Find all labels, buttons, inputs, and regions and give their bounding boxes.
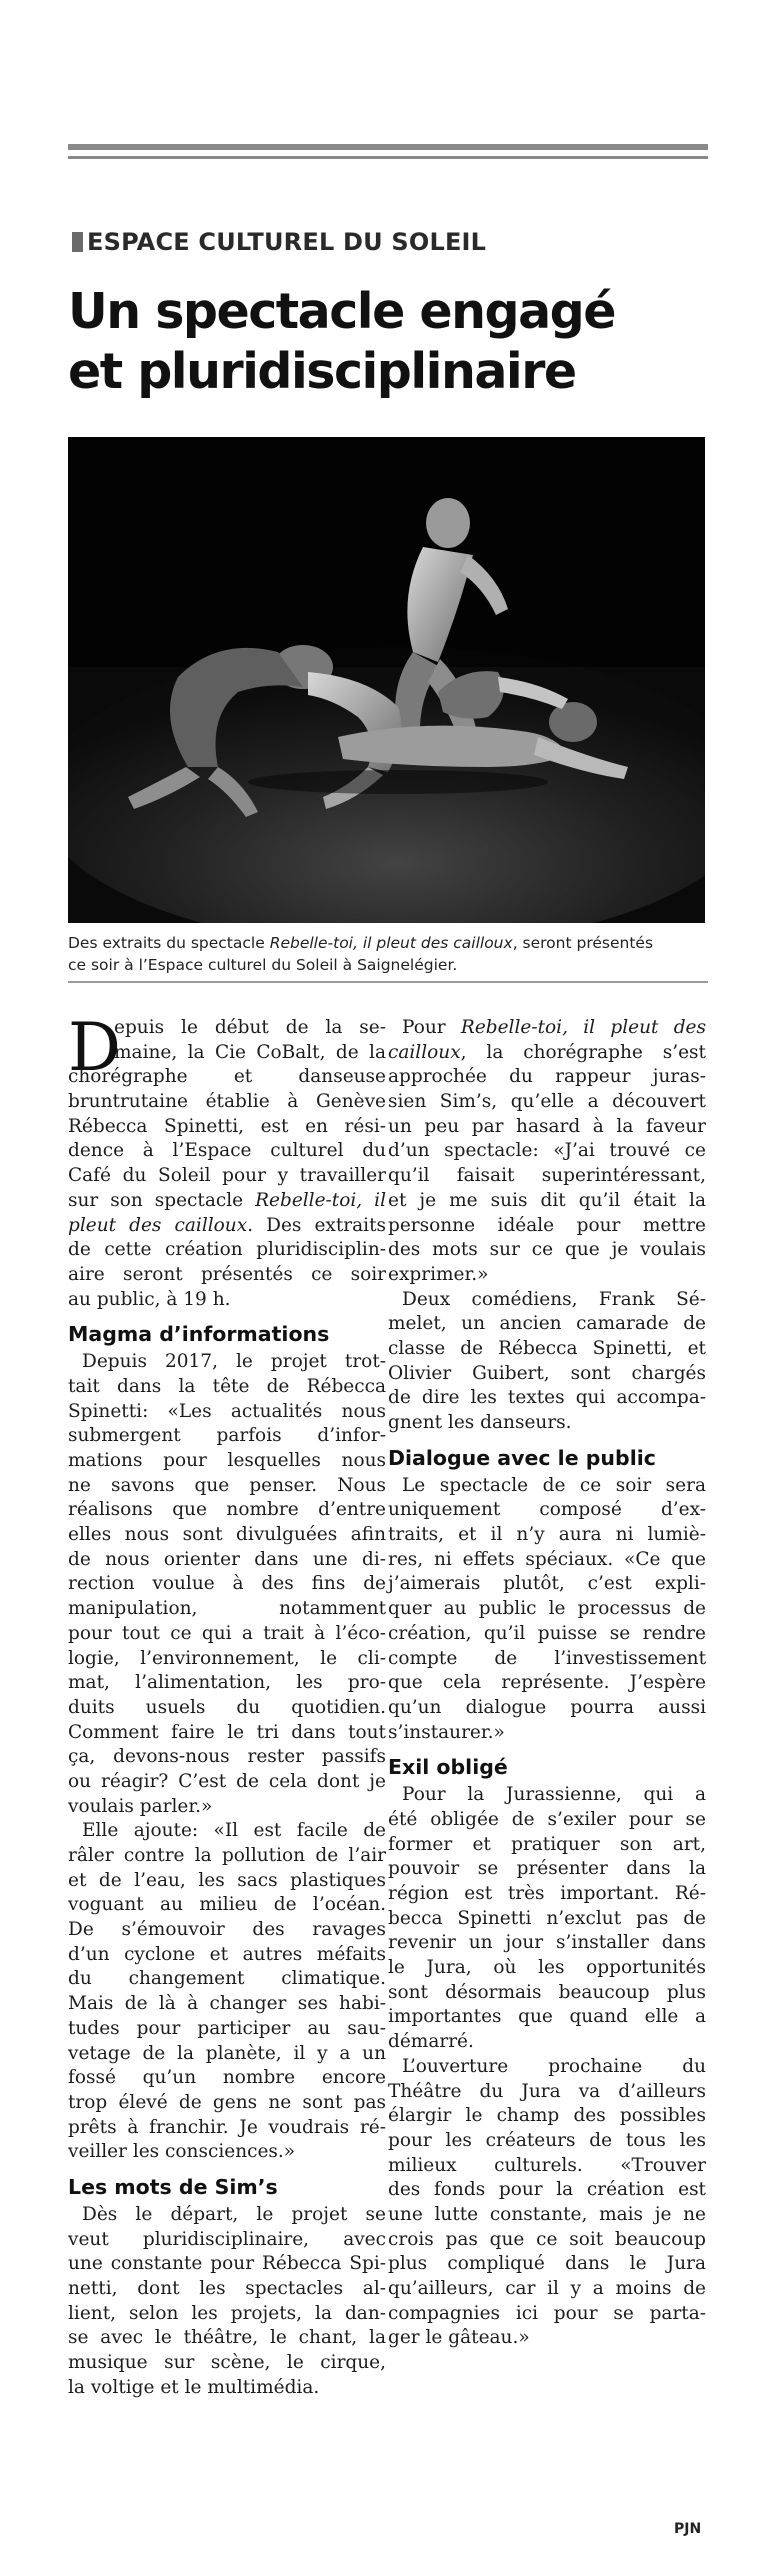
- text-line: s’instaurer.»: [388, 1721, 505, 1743]
- text-line: râler contre la pollution de l’air: [68, 1845, 386, 1866]
- text-line: voulais parler.»: [68, 1795, 213, 1817]
- text-line: crois pas que ce soit beaucoup: [388, 2228, 706, 2250]
- text-line: Le spectacle de ce soir sera: [402, 1474, 706, 1496]
- text-line: Pour Rebelle-toi, il pleut des: [402, 1017, 706, 1038]
- text-line: été obligée de s’exiler pour se: [388, 1808, 706, 1830]
- text-line: qu’un dialogue pourra aussi: [388, 1696, 706, 1718]
- text-line: trop élevé de gens ne sont pas: [68, 2091, 386, 2113]
- text-line: L’ouverture prochaine du: [402, 2055, 706, 2077]
- text-line: une lutte constante, mais je ne: [388, 2203, 706, 2225]
- text-line: des mots sur ce que je voulais: [388, 1239, 706, 1261]
- text-line: se avec le théâtre, le chant, la: [68, 2327, 386, 2349]
- text-line: qu’il faisait superintéressant,: [388, 1165, 706, 1187]
- text-line: compte de l’investissement: [388, 1647, 706, 1669]
- text-line: région est très important. Ré-: [388, 1883, 706, 1904]
- right-column: [388, 1016, 706, 2351]
- text-line: Olivier Guibert, sont chargés: [388, 1362, 706, 1384]
- text-line: pour les créateurs de tous les: [388, 2129, 706, 2151]
- text-line: becca Spinetti n’exclut pas de: [388, 1907, 706, 1929]
- text-line: milieux culturels. «Trouver: [388, 2154, 706, 2176]
- text-line: Rébecca Spinetti, est en rési-: [68, 1115, 386, 1137]
- text-line: elles nous sont divulguées afin: [68, 1524, 386, 1546]
- text-line: au public, à 19 h.: [68, 1288, 231, 1310]
- text-line: Deux comédiens, Frank Sé-: [402, 1288, 706, 1310]
- text-line: musique sur scène, le cirque,: [68, 2352, 386, 2374]
- text-line: de cette création pluridisciplin-: [68, 1239, 386, 1261]
- text-line: aire seront présentés ce soir: [68, 1263, 386, 1285]
- text-line: veut pluridisciplinaire, avec: [68, 2228, 386, 2250]
- text-line: de dire les textes qui accompa-: [388, 1387, 706, 1409]
- text-line: classe de Rébecca Spinetti, et: [388, 1337, 706, 1359]
- caption-suffix: , seront présentés: [512, 934, 654, 952]
- text-line: veiller les consciences.»: [68, 2141, 296, 2163]
- section-exil-body: [388, 1783, 706, 2351]
- text-line: sien Sim’s, qu’elle a découvert: [388, 1091, 706, 1113]
- text-line: Comment faire le tri dans tout: [68, 1721, 386, 1743]
- left-column: [68, 1009, 386, 2400]
- text-line: tudes pour participer au sau-: [68, 2017, 386, 2039]
- article-headline: [68, 282, 708, 402]
- text-line: personne idéale pour mettre: [388, 1214, 706, 1236]
- text-line: réalisons que nombre d’entre: [68, 1499, 386, 1521]
- text-line: epuis le début de la se-: [114, 1017, 386, 1038]
- text-line: uniquement composé d’ex-: [388, 1499, 706, 1521]
- text-line: Spinetti: «Les actualités nous: [68, 1400, 386, 1422]
- top-rule-thin: [68, 156, 708, 159]
- text-line: pouvoir se présenter dans la: [388, 1858, 706, 1880]
- top-rule-thick: [68, 144, 708, 150]
- text-line: gnent les danseurs.: [388, 1412, 572, 1433]
- text-line: netti, dont les spectacles al-: [68, 2278, 386, 2299]
- headline-line-1: Un spectacle engagé: [68, 283, 615, 340]
- text-line: une constante pour Rébecca Spi-: [68, 2253, 386, 2275]
- text-line: qu’ailleurs, car il y a moins de: [388, 2278, 706, 2299]
- photo-caption: [68, 932, 708, 976]
- text-line: ça, devons-nous rester passifs: [68, 1746, 386, 1768]
- text-line: et je me suis dit qu’il était la: [388, 1189, 706, 1211]
- kicker-square-icon: [72, 232, 83, 252]
- text-line: le Jura, où les opportunités: [388, 1957, 706, 1979]
- text-line: melet, un ancien camarade de: [388, 1313, 706, 1335]
- text-line: démarré.: [388, 2031, 474, 2053]
- text-line: que cela représente. J’espère: [388, 1672, 706, 1694]
- text-line: tait dans la tête de Rébecca: [68, 1375, 386, 1397]
- text-line: lient, selon les projets, la dan-: [68, 2302, 386, 2324]
- text-line: et de l’eau, les sacs plastiques: [68, 1869, 386, 1891]
- text-line: Pour la Jurassienne, qui a: [402, 1784, 706, 1806]
- text-line: importantes que quand elle a: [388, 2006, 706, 2028]
- subhead-exil: Exil obligé: [388, 1755, 508, 1780]
- text-line: pour tout ce qui a trait à l’éco-: [68, 1622, 386, 1644]
- text-line: ne savons que penser. Nous: [68, 1474, 386, 1496]
- text-line: un peu par hasard à la faveur: [388, 1115, 706, 1137]
- text-line: manipulation, notamment: [68, 1598, 386, 1620]
- text-line: voguant au milieu de l’océan.: [68, 1894, 386, 1916]
- kicker-text: ESPACE CULTUREL DU SOLEIL: [87, 228, 487, 256]
- text-line: d’un spectacle: «J’ai trouvé ce: [388, 1140, 706, 1162]
- text-line: sur son spectacle Rebelle-toi, il: [68, 1189, 386, 1211]
- text-line: ou réagir? C’est de cela dont je: [68, 1770, 386, 1792]
- text-line: bruntrutaine établie à Genève: [68, 1091, 386, 1113]
- text-line: pleut des cailloux. Des extraits: [68, 1214, 386, 1236]
- text-line: du changement climatique.: [68, 1968, 386, 1990]
- text-line: prêts à franchir. Je voudrais ré-: [68, 2116, 386, 2138]
- text-line: d’un cyclone et autres méfaits: [68, 1943, 386, 1965]
- text-line: plus compliqué dans le Jura: [388, 2253, 706, 2275]
- article-photo: [68, 437, 705, 923]
- text-line: fossé qu’un nombre encore: [68, 2067, 386, 2089]
- text-line: mat, l’alimentation, les pro-: [68, 1672, 386, 1694]
- text-line: res, ni effets spéciaux. «Ce que: [388, 1548, 706, 1570]
- text-line: duits usuels du quotidien.: [68, 1696, 386, 1718]
- caption-rule: [68, 981, 708, 983]
- text-line: revenir un jour s’installer dans: [388, 1932, 706, 1954]
- text-line: traits, et il n’y aura ni lumiè-: [388, 1524, 706, 1546]
- text-line: Depuis 2017, le projet trot-: [82, 1351, 386, 1373]
- section-kicker: [72, 228, 486, 256]
- caption-show-title: Rebelle-toi, il pleut des cailloux: [269, 934, 513, 952]
- section-dialogue-body: [388, 1474, 706, 1746]
- author-signature: PJN: [674, 2521, 702, 2537]
- text-line: submergent parfois d’infor-: [68, 1425, 386, 1447]
- intro-paragraph: [68, 1009, 386, 1312]
- caption-line-2: ce soir à l’Espace culturel du Soleil à Saignelégier.: [68, 956, 458, 974]
- subhead-mots-sims: Les mots de Sim’s: [68, 2174, 278, 2199]
- drop-cap: D: [68, 1009, 121, 1086]
- text-line: sont désormais beaucoup plus: [388, 1981, 706, 2003]
- text-line: vetage de la planète, il y a un: [68, 2042, 386, 2064]
- text-line: rection voulue à des fins de: [68, 1573, 386, 1595]
- text-line: j’aimerais plutôt, c’est expli-: [388, 1573, 706, 1595]
- text-line: Théâtre du Jura va d’ailleurs: [388, 2080, 706, 2102]
- text-line: compagnies ici pour se parta-: [388, 2302, 706, 2324]
- text-line: Elle ajoute: «Il est facile de: [82, 1820, 386, 1842]
- text-line: des fonds pour la création est: [388, 2179, 706, 2201]
- text-line: la voltige et le multimédia.: [68, 2376, 320, 2398]
- caption-line-1: [68, 932, 708, 954]
- text-line: De s’émouvoir des ravages: [68, 1919, 386, 1941]
- right-intro-body: [388, 1016, 706, 1436]
- text-line: exprimer.»: [388, 1263, 489, 1285]
- section-magma-body: [68, 1350, 386, 2165]
- text-line: logie, l’environnement, le cli-: [68, 1647, 386, 1669]
- text-line: ger le gâteau.»: [388, 2327, 530, 2349]
- section-mots-body: [68, 2203, 386, 2401]
- text-line: quer au public le processus de: [388, 1598, 706, 1620]
- text-line: dence à l’Espace culturel du: [68, 1140, 386, 1162]
- text-line: former et pratiquer son art,: [388, 1833, 706, 1855]
- text-line: création, qu’il puisse se rendre: [388, 1622, 706, 1644]
- text-line: chorégraphe et danseuse: [68, 1066, 386, 1088]
- text-line: Mais de là à changer ses habi-: [68, 1993, 386, 2015]
- text-line: Café du Soleil pour y travailler: [68, 1165, 386, 1187]
- subhead-dialogue: Dialogue avec le public: [388, 1445, 656, 1470]
- text-line: maine, la Cie CoBalt, de la: [114, 1041, 386, 1063]
- headline-line-2: et pluridisciplinaire: [68, 343, 576, 400]
- subhead-magma: Magma d’informations: [68, 1322, 330, 1347]
- text-line: cailloux, la chorégraphe s’est: [388, 1041, 706, 1063]
- caption-prefix: Des extraits du spectacle: [68, 934, 270, 952]
- text-line: Dès le départ, le projet se: [82, 2203, 386, 2225]
- text-line: mations pour lesquelles nous: [68, 1450, 386, 1471]
- text-line: élargir le champ des possibles: [388, 2105, 706, 2127]
- text-line: de nous orienter dans une di-: [68, 1548, 386, 1570]
- dance-photo-illustration: [68, 437, 705, 923]
- text-line: approchée du rappeur juras-: [388, 1066, 706, 1088]
